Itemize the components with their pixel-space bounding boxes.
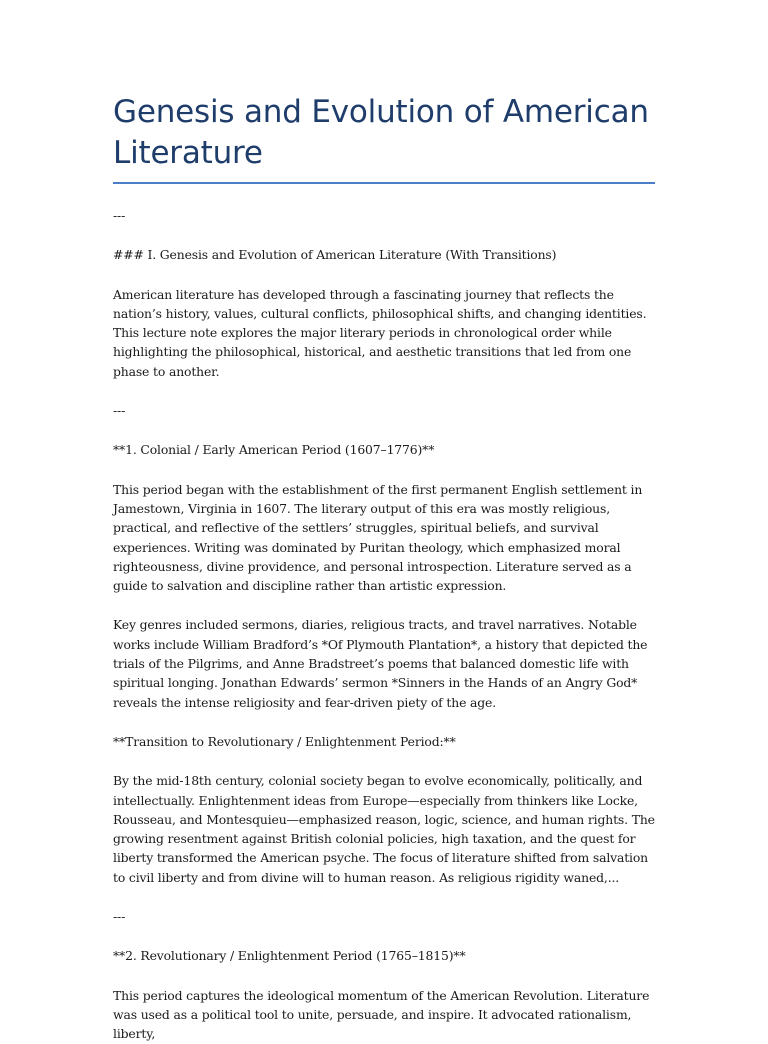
transition-paragraph: By the mid-18th century, colonial society began to evolve economically, politically, and intellectually. Enlightenment ideas from Europe—especially from thinkers like Locke, Rousseau, and Montesquieu—emphasized reason, logic, science, and human rights. The growing resentment against British colonial policies, high taxation, and the quest for liberty transformed the American psyche. The focus of literature shifted from salvation to civil liberty and from divine will to human reason. As religious rigidity waned,... bbox=[113, 773, 655, 885]
transition-heading: **Transition to Revolutionary / Enlightenment Period:** bbox=[113, 733, 456, 749]
revolutionary-paragraph: This period captures the ideological momentum of the American Revolution. Literature was used as a political tool to unite, persuade, and inspire. It advocated rationalism, liberty, bbox=[113, 987, 650, 1042]
section-heading-markdown: ### I. Genesis and Evolution of American Literature (With Transitions) bbox=[113, 247, 557, 263]
separator-text: --- bbox=[113, 403, 126, 419]
intro-paragraph: American literature has developed through a fascinating journey that reflects the nation’s history, values, cultural conflicts, philosophical shifts, and changing identities. This lecture note explores the major literary periods in chronological order while highlighting the philosophical, historical, and aesthetic transitions that led from one phase to another. bbox=[113, 286, 647, 379]
document-title: Genesis and Evolution of American Literature bbox=[113, 94, 649, 171]
colonial-paragraph-2: Key genres included sermons, diaries, religious tracts, and travel narratives. Notable works include William Bradford’s *Of Plymouth Plantation*, a history that depicted the trials of the Pilgrims, and Anne Bradstreet’s poems that balanced domestic life with spiritual longing. Jonathan Edwards’ sermon *Sinners in the Hands of an Angry God* reveals the intense religiosity and fear-driven piety of the age. bbox=[113, 617, 648, 710]
title-underline-rule bbox=[113, 182, 655, 184]
period-heading-colonial: **1. Colonial / Early American Period (1607–1776)** bbox=[113, 442, 435, 458]
separator-text: --- bbox=[113, 208, 126, 223]
colonial-paragraph-1: This period began with the establishment of the first permanent English settlement in Jamestown, Virginia in 1607. The literary output of this era was mostly religious, practical, and reflective of the settlers’ struggles, spiritual beliefs, and survival experiences. Writing was dominated by Puritan theology, which emphasized moral righteousness, divine providence, and personal introspection. Literature served as a guide to salvation and discipline rather than artistic expression. bbox=[113, 481, 643, 594]
period-heading-revolutionary: **2. Revolutionary / Enlightenment Period (1765–1815)** bbox=[113, 948, 466, 964]
separator-text: --- bbox=[113, 909, 126, 925]
document-page bbox=[113, 92, 658, 1044]
